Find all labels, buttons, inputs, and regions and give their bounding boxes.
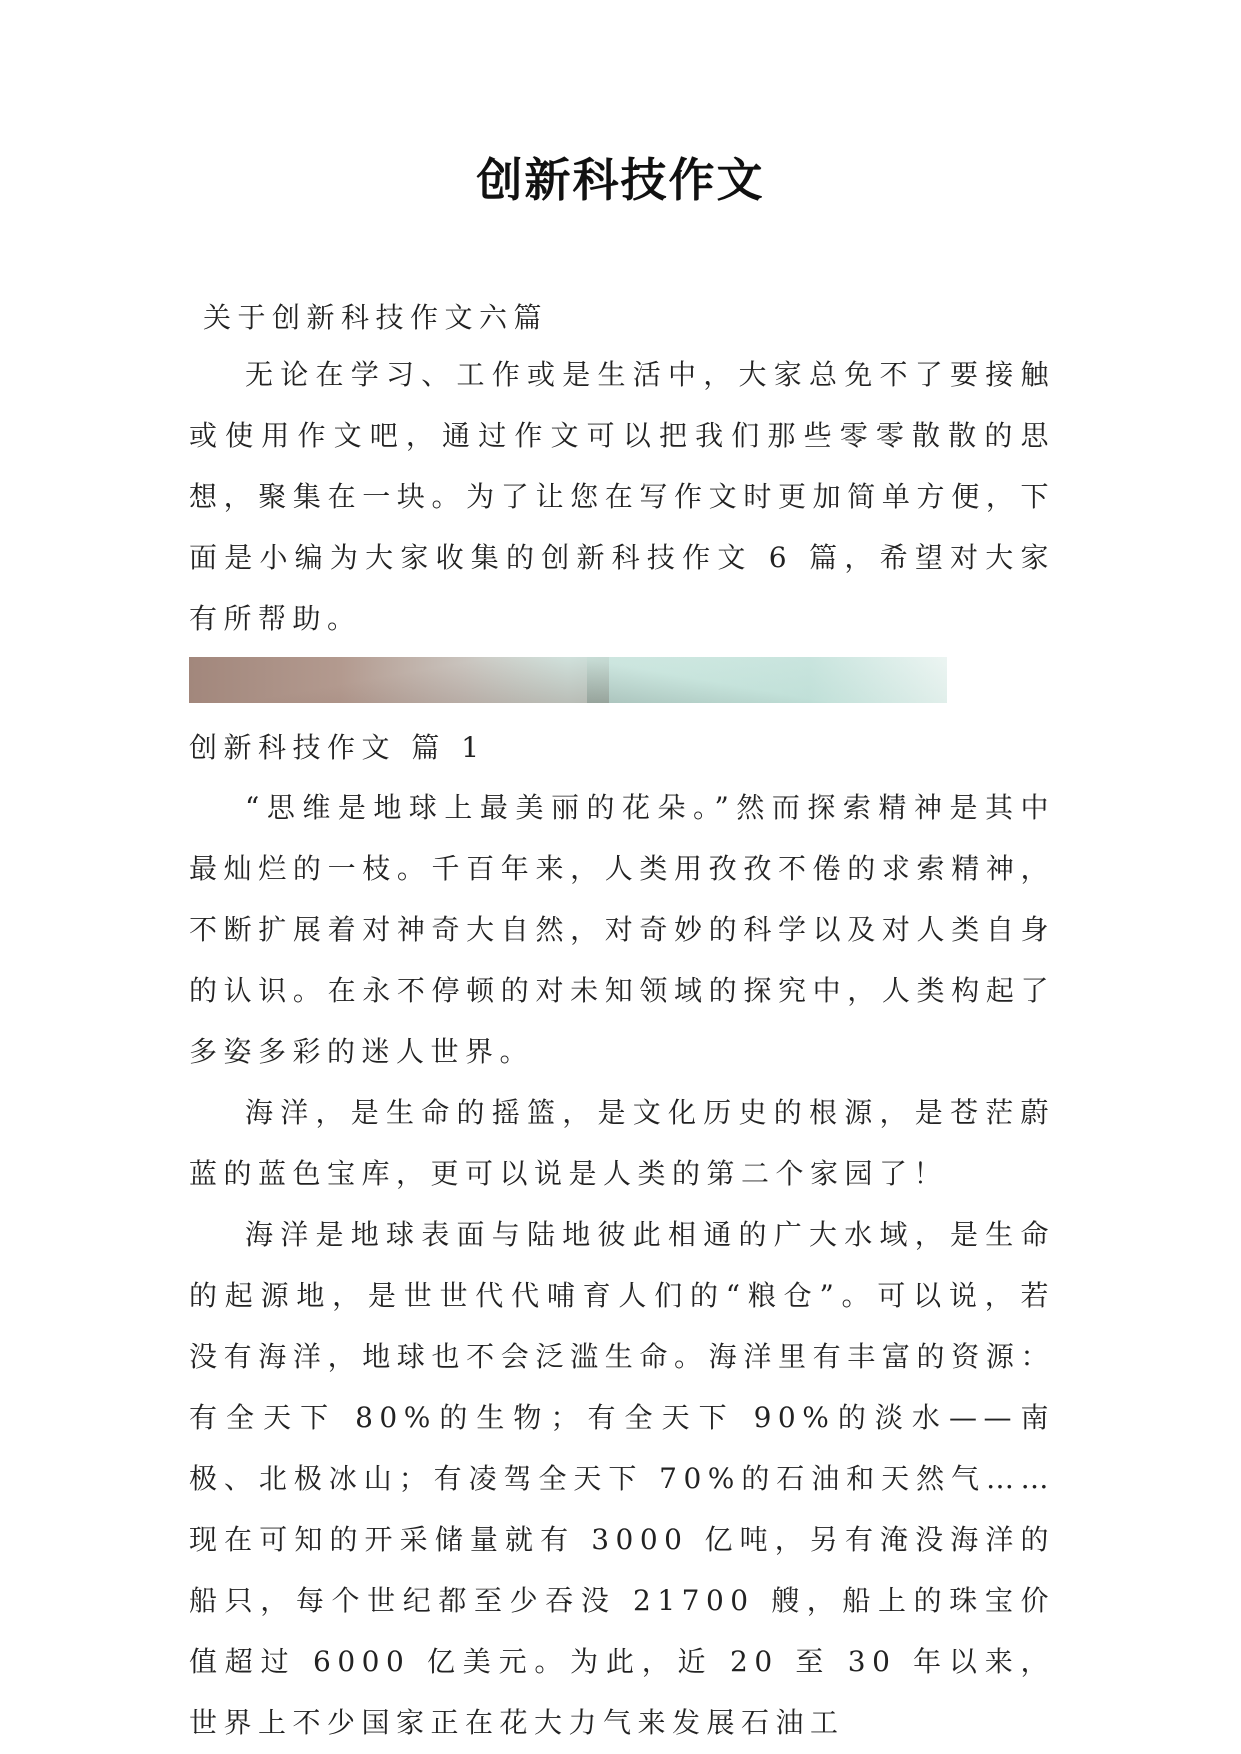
banner-shade-left <box>189 657 609 703</box>
intro-paragraph: 无论在学习、工作或是生活中，大家总免不了要接触或使用作文吧，通过作文可以把我们那些零零散散的思想，聚集在一块。为了让您在写作文时更加简单方便，下面是小编为大家收集的创新科技作文 6 篇，希望对大家有所帮助。 <box>189 358 1055 635</box>
document-subtitle: 关于创新科技作文六篇 <box>203 301 549 334</box>
section-heading: 创新科技作文 篇 1 <box>189 731 486 764</box>
body-paragraph: “思维是地球上最美丽的花朵。”然而探索精神是其中最灿烂的一枝。千百年来，人类用孜孜不倦的求索精神，不断扩展着对神奇大自然，对奇妙的科学以及对人类自身的认识。在永不停顿的对未知领域的探究中，人类构起了多姿多彩的迷人世界。 <box>189 791 1055 1068</box>
document-body <box>189 287 1055 1753</box>
body-paragraph: 海洋，是生命的摇篮，是文化历史的根源，是苍茫蔚蓝的蓝色宝库，更可以说是人类的第二个家园了！ <box>189 1096 1055 1190</box>
banner-shade-right <box>587 657 947 703</box>
banner-image <box>189 657 947 703</box>
document-title: 创新科技作文 <box>476 153 765 207</box>
body-paragraph: 海洋是地球表面与陆地彼此相通的广大水域，是生命的起源地，是世世代代哺育人们的“粮仓”。可以说，若没有海洋，地球也不会泛滥生命。海洋里有丰富的资源：有全天下 80%的生物；有全天下 90%的淡水——南极、北极冰山；有凌驾全天下 70%的石油和天然气……现在可知的开采储量就有 3000 亿吨，另有淹没海洋的船只，每个世纪都至少吞没 21700 艘，船上的珠宝价值超过 6000 亿美元。为此，近 20 至 30 年以来，世界上不少国家正在花大力气来发展石油工 <box>189 1218 1055 1739</box>
